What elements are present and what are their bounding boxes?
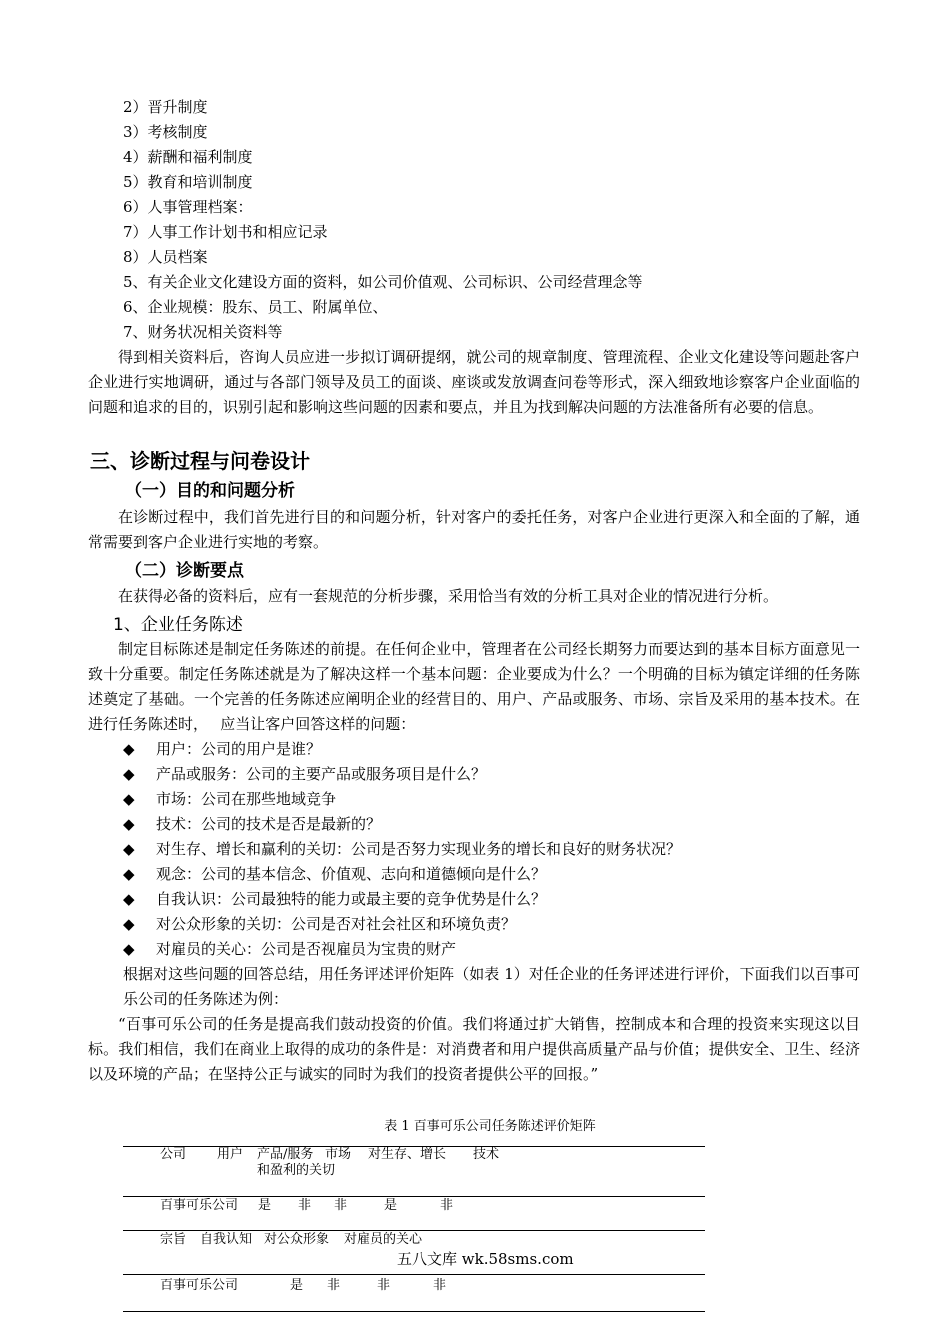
table-header-cell: 对雇员的关心 bbox=[344, 1232, 423, 1247]
bullet-item: ◆ 市场：公司在那些地域竞争 bbox=[123, 787, 336, 812]
table-header-cell: 对生存、增长 bbox=[368, 1147, 447, 1162]
table-header-cell: 宗旨 bbox=[160, 1232, 187, 1247]
paragraph: 根据对这些问题的回答总结，用任务评述评价矩阵（如表 1）对任企业的任务评述进行评价，下面我们以百事可乐公司的任务陈述为例： bbox=[123, 965, 860, 1008]
table-header-cell: 公司 bbox=[160, 1147, 187, 1162]
subsection-heading: （二）诊断要点 bbox=[125, 561, 244, 581]
subsection-heading: 1、企业任务陈述 bbox=[113, 615, 243, 635]
table-header-cell: 产品/服务 bbox=[257, 1147, 314, 1162]
bullet-item: ◆ 用户：公司的用户是谁？ bbox=[123, 737, 321, 762]
table-cell: 是 bbox=[290, 1278, 304, 1293]
footer-watermark: 五八文库 wk.58sms.com bbox=[397, 1250, 574, 1268]
table-cell: 百事可乐公司 bbox=[160, 1198, 239, 1213]
paragraph: 在诊断过程中，我们首先进行目的和问题分析，针对客户的委托任务，对客户企业进行更深入和全面的了解，通常需要到客户企业进行实地的考察。 bbox=[88, 508, 860, 551]
list-item: 8）人员档案 bbox=[123, 248, 208, 266]
list-item: 6）人事管理档案： bbox=[123, 198, 253, 216]
table-rule bbox=[123, 1311, 705, 1312]
paragraph: 得到相关资料后，咨询人员应进一步拟订调研提纲，就公司的规章制度、管理流程、企业文化建设等问题赴客户企业进行实地调研，通过与各部门领导及员工的面谈、座谈或发放调查问卷等形式，深入细致地诊察客户企业面临的问题和追求的目的，识别引起和影响这些问题的因素和要点，并且为找到解决问题的方法准备所有必要的信息。 bbox=[88, 348, 860, 416]
table-cell: 非 bbox=[440, 1198, 454, 1213]
table-cell: 非 bbox=[327, 1278, 341, 1293]
bullet-item: ◆ 自我认识：公司最独特的能力或最主要的竞争优势是什么？ bbox=[123, 887, 546, 912]
diamond-bullet-icon: ◆ bbox=[123, 740, 135, 758]
bullet-item: ◆ 对公众形象的关切：公司是否对社会社区和环境负责？ bbox=[123, 912, 516, 937]
diamond-bullet-icon: ◆ bbox=[123, 840, 135, 858]
bullet-item: ◆ 观念：公司的基本信念、价值观、志向和道德倾向是什么？ bbox=[123, 862, 546, 887]
list-item: 7）人事工作计划书和相应记录 bbox=[123, 223, 328, 241]
table-rule bbox=[123, 1274, 705, 1275]
table-cell: 非 bbox=[433, 1278, 447, 1293]
section-heading: 三、诊断过程与问卷设计 bbox=[90, 449, 310, 473]
table-header-cell: 自我认知 bbox=[200, 1232, 253, 1247]
diamond-bullet-icon: ◆ bbox=[123, 790, 135, 808]
table-cell: 非 bbox=[298, 1198, 312, 1213]
diamond-bullet-icon: ◆ bbox=[123, 890, 135, 908]
table-cell: 百事可乐公司 bbox=[160, 1278, 239, 1293]
table-cell: 非 bbox=[334, 1198, 348, 1213]
diamond-bullet-icon: ◆ bbox=[123, 865, 135, 883]
table-header-cell: 技术 bbox=[473, 1147, 500, 1162]
bullet-item: ◆ 对雇员的关心：公司是否视雇员为宝贵的财产 bbox=[123, 937, 456, 962]
subsection-heading: （一）目的和问题分析 bbox=[125, 481, 295, 501]
paragraph: 制定目标陈述是制定任务陈述的前提。在任何企业中，管理者在公司经长期努力而要达到的基本目标方面意见一致十分重要。制定任务陈述就是为了解决这样一个基本问题：企业要成为什么？一个明确的目标为镇定详细的任务陈述奠定了基础。一个完善的任务陈述应阐明企业的经营目的、用户、产品或服务、市场、宗旨及采用的基本技术。在进行任务陈述时， 应当让客户回答这样的问题： bbox=[88, 640, 860, 733]
table-header-cell: 用户 bbox=[217, 1147, 244, 1162]
table-cell: 是 bbox=[258, 1198, 272, 1213]
quote-paragraph: “百事可乐公司的任务是提高我们鼓动投资的价值。我们将通过扩大销售，控制成本和合理的投资来实现这以目标。我们相信，我们在商业上取得的成功的条件是：对消费者和用户提供高质量产品与价值；提供安全、卫生、经济以及环境的产品；在坚持公正与诚实的同时为我们的投资者提供公平的回报。” bbox=[88, 1015, 860, 1083]
list-item: 5）教育和培训制度 bbox=[123, 173, 253, 191]
list-item: 6、企业规模：股东、员工、附属单位、 bbox=[123, 298, 388, 316]
diamond-bullet-icon: ◆ bbox=[123, 765, 135, 783]
bullet-item: ◆ 技术：公司的技术是否是最新的？ bbox=[123, 812, 381, 837]
bullet-item: ◆ 对生存、增长和赢利的关切：公司是否努力实现业务的增长和良好的财务状况？ bbox=[123, 837, 681, 862]
list-item: 2）晋升制度 bbox=[123, 98, 208, 116]
list-item: 7、财务状况相关资料等 bbox=[123, 323, 283, 341]
paragraph: 在获得必备的资料后，应有一套规范的分析步骤，采用恰当有效的分析工具对企业的情况进行分析。 bbox=[118, 587, 779, 605]
table-cell: 非 bbox=[377, 1278, 391, 1293]
table-header-cell: 和盈利的关切 bbox=[257, 1163, 336, 1178]
table-header-cell: 市场 bbox=[325, 1147, 352, 1162]
bullet-item: ◆ 产品或服务：公司的主要产品或服务项目是什么？ bbox=[123, 762, 486, 787]
table-rule bbox=[123, 1196, 705, 1197]
table-cell: 是 bbox=[384, 1198, 398, 1213]
diamond-bullet-icon: ◆ bbox=[123, 940, 135, 958]
diamond-bullet-icon: ◆ bbox=[123, 815, 135, 833]
table-rule bbox=[123, 1230, 705, 1231]
list-item: 5、有关企业文化建设方面的资料，如公司价值观、公司标识、公司经营理念等 bbox=[123, 273, 643, 291]
list-item: 3）考核制度 bbox=[123, 123, 208, 141]
diamond-bullet-icon: ◆ bbox=[123, 915, 135, 933]
table-caption: 表 1 百事可乐公司任务陈述评价矩阵 bbox=[384, 1119, 596, 1134]
list-item: 4）薪酬和福利制度 bbox=[123, 148, 253, 166]
table-header-cell: 对公众形象 bbox=[264, 1232, 330, 1247]
